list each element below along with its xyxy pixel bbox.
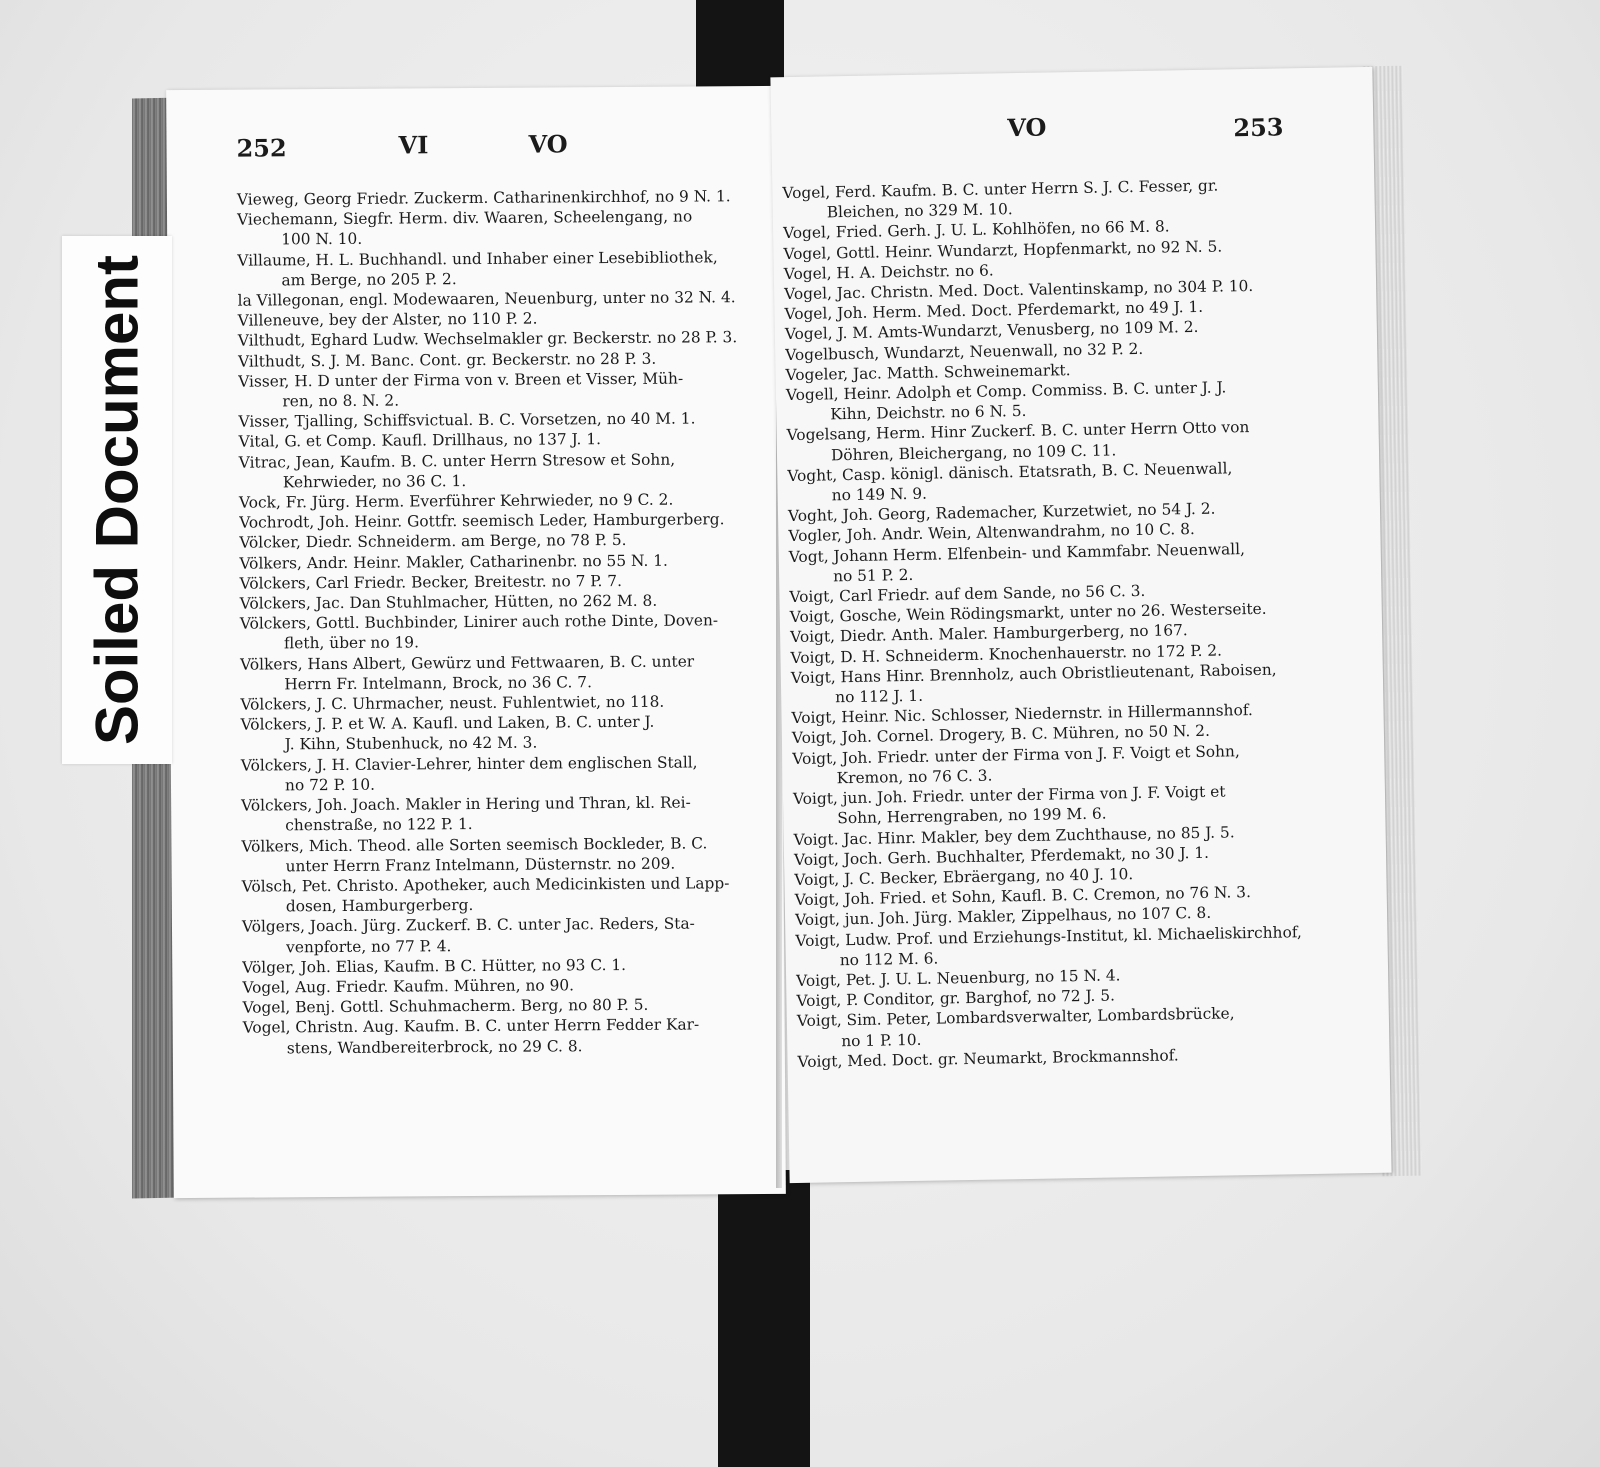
directory-entry: Völckers, Joh. Joach. Makler in Hering und Thran, kl. Rei- [241,793,691,815]
directory-entry: Voigt, Joh. Fried. et Sohn, Kaufl. B. C. Cremon, no 76 N. 3. [794,883,1252,910]
directory-entry: Völkers, Andr. Heinr. Makler, Catharinenbr. no 55 N. 1. [239,551,668,573]
directory-entry: Voigt, Carl Friedr. auf dem Sande, no 56 C. 3. [789,581,1146,607]
directory-entry-continuation: Kehrwieder, no 36 C. 1. [282,471,467,492]
directory-entry-continuation: 100 N. 10. [281,230,363,249]
directory-entry: Voigt, D. H. Schneiderm. Knochenhauerstr. no 172 P. 2. [790,641,1223,667]
directory-entry: Vogel, Jac. Christn. Med. Doct. Valentinskamp, no 304 P. 10. [784,276,1254,304]
soiled-document-label [62,236,172,764]
directory-entry-continuation: Kihn, Deichstr. no 6 N. 5. [830,402,1027,424]
left-page-number: 252 [236,133,287,163]
directory-entry: Visser, Tjalling, Schiffsvictual. B. C. Vorsetzen, no 40 M. 1. [238,409,696,431]
directory-entry-continuation: Kremon, no 76 C. 3. [836,766,993,788]
directory-entry-continuation: Döhren, Bleichergang, no 109 C. 11. [830,440,1117,464]
directory-entry: Vogel, Gottl. Heinr. Wundarzt, Hopfenmarkt, no 92 N. 5. [783,237,1223,263]
right-page [770,67,1391,1183]
directory-entry: Voigt, Pet. J. U. L. Neuenburg, no 15 N. 4. [796,966,1121,990]
directory-entry-continuation: chenstraße, no 122 P. 1. [285,815,473,835]
directory-entry: Völckers, J. P. et W. A. Kaufl. und Laken, B. C. unter J. [240,713,655,734]
directory-entry: Vogeler, Jac. Matth. Schweinemarkt. [785,360,1071,384]
directory-entry: Völckers, J. H. Clavier-Lehrer, hinter dem englischen Stall, [240,753,698,775]
directory-entry-continuation: no 149 N. 9. [831,484,928,505]
directory-entry-continuation: Bleichen, no 329 M. 10. [826,200,1013,222]
directory-entry: Villaume, H. L. Buchhandl. und Inhaber einer Lesebibliothek, [237,247,718,270]
directory-entry: Voigt, Joh. Cornel. Drogery, B. C. Mühren, no 50 N. 2. [791,722,1211,748]
directory-entry-continuation: J. Kihn, Stubenhuck, no 42 M. 3. [284,734,538,754]
directory-entry: Vogel, Benj. Gottl. Schuhmacherm. Berg, no 80 P. 5. [242,995,649,1017]
directory-entry-continuation: no 51 P. 2. [832,565,914,586]
directory-entry: Voigt, Sim. Peter, Lombardsverwalter, Lombardsbrücke, [796,1004,1235,1031]
directory-entry-continuation: stens, Wandbereiterbrock, no 29 C. 8. [286,1036,583,1057]
directory-entry: Vogel, Ferd. Kaufm. B. C. unter Herrn S. J. C. Fesser, gr. [782,176,1219,203]
directory-entry: Völcker, Diedr. Schneiderm. am Berge, no 78 P. 5. [239,531,627,553]
directory-entry-continuation: dosen, Hamburgerberg. [285,896,474,916]
directory-entry: Vilthudt, S. J. M. Banc. Cont. gr. Beckerstr. no 28 P. 3. [237,349,657,371]
directory-entry: Völgers, Joach. Jürg. Zuckerf. B. C. unter Jac. Reders, Sta- [241,914,695,936]
left-page-header-mid: VI [398,130,429,160]
directory-entry: Vogel, Joh. Herm. Med. Doct. Pferdemarkt, no 49 J. 1. [784,298,1204,324]
directory-entry: Vogell, Heinr. Adolph et Comp. Commiss. B. C. unter J. J. [785,378,1227,405]
directory-entry: Voigt, J. C. Becker, Ebräergang, no 40 J. 10. [794,865,1134,889]
directory-entry-continuation: venpforte, no 77 P. 4. [286,936,452,956]
directory-entry-continuation: Herrn Fr. Intelmann, Brock, no 36 C. 7. [284,673,593,694]
directory-entry: Völckers, Carl Friedr. Becker, Breitestr. no 7 P. 7. [239,571,623,593]
directory-entry-continuation: fleth, über no 19. [283,633,420,653]
directory-entry: Voigt, P. Conditor, gr. Barghof, no 72 J. 5. [796,986,1116,1011]
directory-entry-continuation: no 1 P. 10. [841,1030,922,1050]
directory-entry: la Villegonan, engl. Modewaaren, Neuenburg, unter no 32 N. 4. [237,288,736,310]
directory-entry: Völkers, Mich. Theod. alle Sorten seemisch Bockleder, B. C. [241,833,708,856]
right-page-entries [782,173,1357,1072]
directory-entry: Voigt, Hans Hinr. Brennholz, auch Obristlieutenant, Raboisen, [790,660,1277,687]
directory-entry: Vochrodt, Joh. Heinr. Gottfr. seemisch Leder, Hamburgerberg. [239,510,725,532]
directory-entry: Vogelbusch, Wundarzt, Neuenwall, no 32 P. 2. [785,339,1144,364]
directory-entry: Visser, H. D unter der Firma von v. Breen et Visser, Müh- [238,369,684,391]
directory-entry: Vogel, Aug. Friedr. Kaufm. Mühren, no 90. [242,976,575,997]
directory-entry-continuation: Sohn, Herrengraben, no 199 M. 6. [837,804,1107,828]
directory-entry: Voigt, jun. Joh. Friedr. unter der Firma von J. F. Voigt et [792,782,1226,809]
directory-entry: Voigt, Med. Doct. gr. Neumarkt, Brockmannshof. [797,1046,1179,1071]
directory-entry: Voigt, Heinr. Nic. Schlosser, Niedernstr. in Hillermannshof. [791,701,1253,728]
directory-entry: Völckers, Jac. Dan Stuhlmacher, Hütten, no 262 M. 8. [239,591,658,613]
directory-entry: Vogel, Christn. Aug. Kaufm. B. C. unter Herrn Fedder Kar- [242,1015,700,1037]
directory-entry: Völkers, Hans Albert, Gewürz und Fettwaaren, B. C. unter [240,652,695,674]
directory-entry: Viechemann, Siegfr. Herm. div. Waaren, Scheelengang, no [236,207,693,229]
directory-entry-continuation: ren, no 8. N. 2. [282,391,400,411]
directory-entry-continuation: am Berge, no 205 P. 2. [281,269,457,290]
directory-entry-continuation: no 112 M. 6. [839,949,939,969]
directory-entry: Vieweg, Georg Friedr. Zuckerm. Catharinenkirchhof, no 9 N. 1. [236,187,731,209]
directory-entry: Voigt. Jac. Hinr. Makler, bey dem Zuchthause, no 85 J. 5. [793,822,1235,849]
directory-entry: Vogel, Fried. Gerh. J. U. L. Kohlhöfen, no 66 M. 8. [782,217,1170,243]
left-page [166,86,786,1198]
directory-entry: Voigt, jun. Joh. Jürg. Makler, Zippelhaus, no 107 C. 8. [794,904,1212,930]
binding-strap-bottom [718,1170,810,1467]
directory-entry: Völckers, J. C. Uhrmacher, neust. Fuhlentwiet, no 118. [240,692,665,714]
directory-entry: Völckers, Gottl. Buchbinder, Linirer auch rothe Dinte, Doven- [239,611,719,633]
directory-entry: Vitrac, Jean, Kaufm. B. C. unter Herrn Stresow et Sohn, [238,450,676,472]
directory-entry: Vilthudt, Eghard Ludw. Wechselmakler gr. Beckerstr. no 28 P. 3. [237,328,738,351]
directory-entry: Völger, Joh. Elias, Kaufm. B C. Hütter, no 93 C. 1. [242,955,627,977]
directory-entry: Villeneuve, bey der Alster, no 110 P. 2. [237,309,538,330]
right-page-number: 253 [1233,112,1284,143]
directory-entry: Voigt, Diedr. Anth. Maler. Hamburgerberg, no 167. [790,621,1188,647]
left-page-header-right: VO [528,129,568,159]
directory-entry: Vogel, J. M. Amts-Wundarzt, Venusberg, no 109 M. 2. [784,318,1199,344]
directory-entry: Voght, Casp. königl. dänisch. Etatsrath, B. C. Neuenwall, [787,459,1233,485]
directory-entry: Voigt, Gosche, Wein Rödingsmarkt, unter no 26. Westerseite. [789,600,1267,627]
directory-entry: Vital, G. et Comp. Kaufl. Drillhaus, no 137 J. 1. [238,430,602,452]
right-page-header-left: VO [1007,112,1047,143]
directory-entry: Voigt, Ludw. Prof. und Erziehungs-Institut, kl. Michaeliskirchhof, [795,922,1302,950]
directory-entry: Völsch, Pet. Christo. Apotheker, auch Medicinkisten und Lapp- [241,874,730,896]
soiled-document-label-text: Soiled Document [83,254,151,746]
directory-entry-continuation: no 72 P. 10. [284,775,376,795]
left-page-entries [237,186,763,1058]
directory-entry: Voigt, Joh. Friedr. unter der Firma von J. F. Voigt et Sohn, [792,741,1240,768]
directory-entry: Vogt, Johann Herm. Elfenbein- und Kammfabr. Neuenwall, [788,539,1246,566]
directory-entry: Vogelsang, Herm. Hinr Zuckerf. B. C. unter Herrn Otto von [786,418,1250,445]
directory-entry-continuation: unter Herrn Franz Intelmann, Düsternstr. no 209. [285,854,676,876]
directory-entry: Voigt, Joch. Gerh. Buchhalter, Pferdemakt, no 30 J. 1. [793,843,1210,869]
directory-entry: Voght, Joh. Georg, Rademacher, Kurzetwiet, no 54 J. 2. [787,499,1216,526]
directory-entry: Vock, Fr. Jürg. Herm. Everführer Kehrwieder, no 9 C. 2. [238,490,674,512]
directory-entry-continuation: no 112 J. 1. [835,686,924,707]
directory-entry: Vogler, Joh. Andr. Wein, Altenwandrahm, no 10 C. 8. [788,520,1195,546]
directory-entry: Vogel, H. A. Deichstr. no 6. [783,261,994,283]
